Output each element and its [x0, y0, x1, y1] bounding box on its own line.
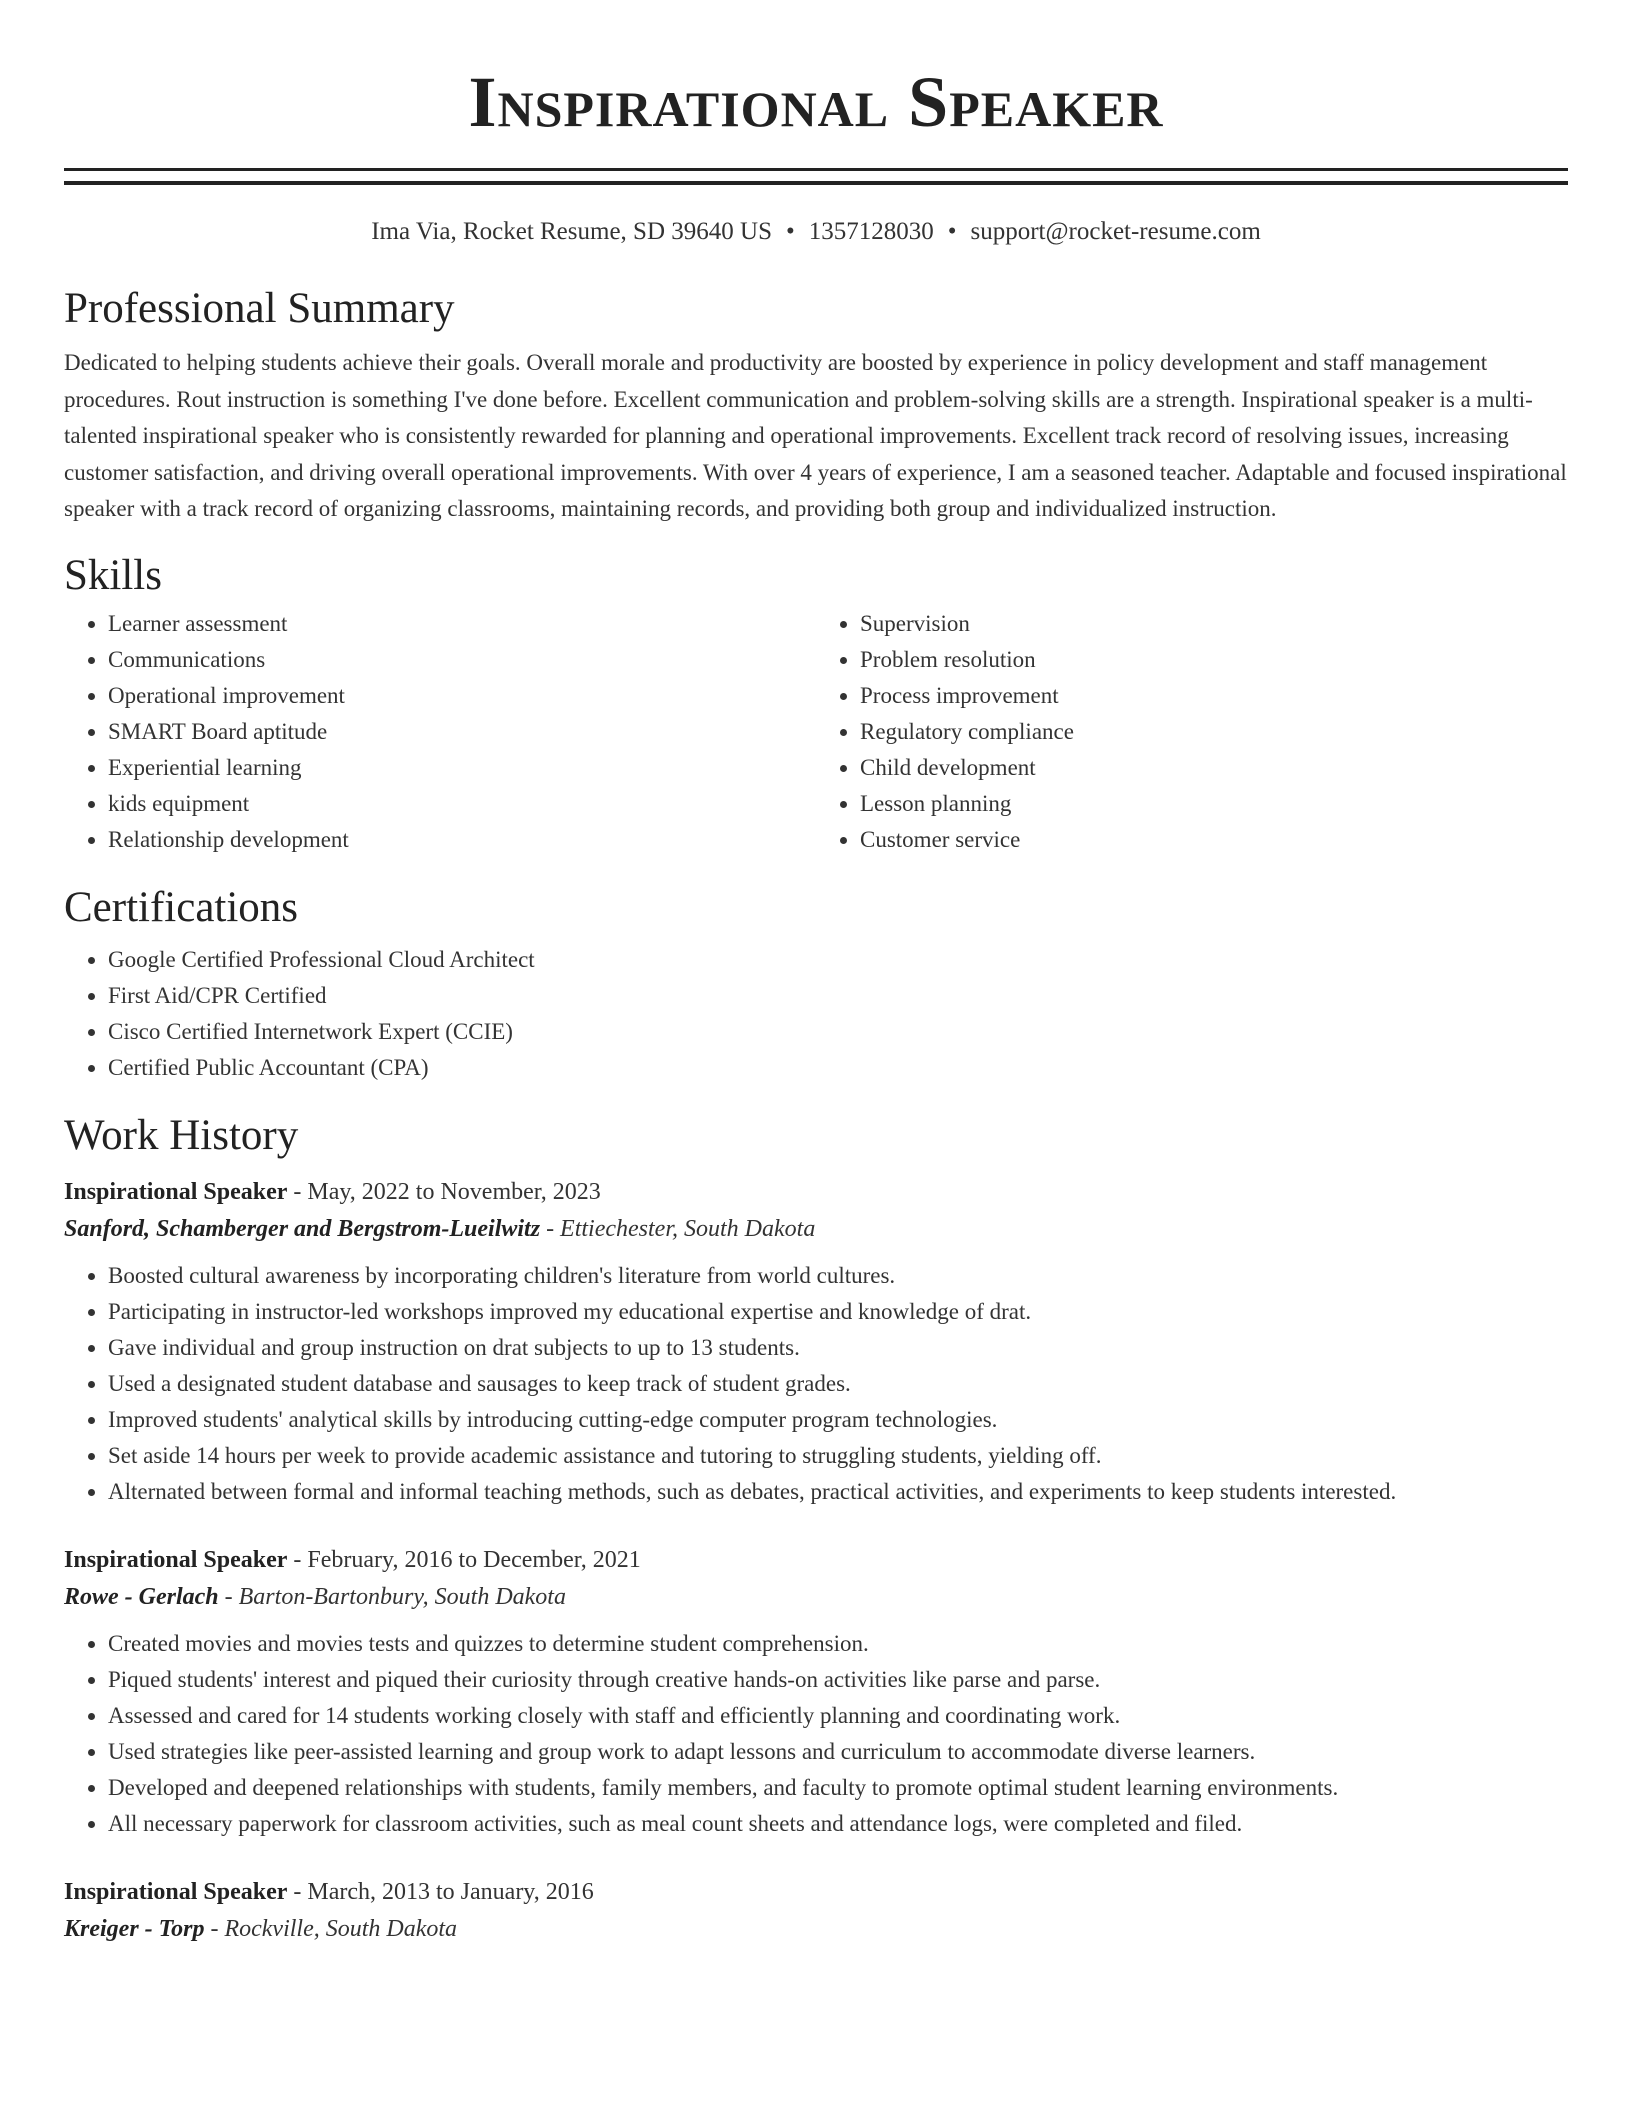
job-duty: • All necessary paperwork for classroom activities, such as meal count sheets and attendance logs, were completed and filed.	[108, 1806, 1568, 1842]
skills-list-right	[816, 606, 1568, 858]
skill-item: • Operational improvement	[108, 678, 816, 714]
job-duty: • Developed and deepened relationships with students, family members, and faculty to promote optimal student learning environments.	[108, 1770, 1568, 1806]
job-duty: • Used a designated student database and sausages to keep track of student grades.	[108, 1366, 1568, 1402]
contact-separator: •	[785, 218, 795, 245]
certification-item: • First Aid/CPR Certified	[108, 978, 1568, 1014]
job-duty: • Boosted cultural awareness by incorporating children's literature from world cultures.	[108, 1258, 1568, 1294]
skill-item: • Communications	[108, 642, 816, 678]
skill-item: • Lesson planning	[860, 786, 1568, 822]
contact-line	[64, 215, 1568, 249]
job-duty: • Assessed and cared for 14 students working closely with staff and efficiently planning and coordinating work.	[108, 1698, 1568, 1734]
certification-item: • Cisco Certified Internetwork Expert (CCIE)	[108, 1014, 1568, 1050]
job-dates: - May, 2022 to November, 2023	[287, 1178, 601, 1205]
job-employer-line	[64, 1210, 1568, 1248]
job-employer: Sanford, Schamberger and Bergstrom-Lueilwitz	[64, 1215, 541, 1242]
job-duty: • Set aside 14 hours per week to provide academic assistance and tutoring to struggling students, yielding off.	[108, 1438, 1568, 1474]
job-role: Inspirational Speaker	[64, 1878, 288, 1905]
contact-address: Ima Via, Rocket Resume, SD 39640 US	[371, 218, 772, 245]
skill-item: • Customer service	[860, 822, 1568, 858]
job-dates: - March, 2013 to January, 2016	[287, 1878, 594, 1905]
contact-email: support@rocket-resume.com	[970, 218, 1261, 245]
skill-item: • Experiential learning	[108, 750, 816, 786]
job-dates: - February, 2016 to December, 2021	[287, 1546, 641, 1573]
job-role: Inspirational Speaker	[64, 1546, 288, 1573]
summary-text: Dedicated to helping students achieve their goals. Overall morale and productivity are boosted by experience in policy development and staff management procedures. Rout instruction is something I've done before. Excellent communication and problem-solving skills are a strength. Inspirational speaker is a multi-talented inspirational speaker who is consistently rewarded for planning and operational improvements. Excellent track record of resolving issues, increasing customer satisfaction, and driving overall operational improvements. With over 4 years of experience, I am a seasoned teacher. Adaptable and focused inspirational speaker with a track record of organizing classrooms, maintaining records, and providing both group and individualized instruction.	[64, 350, 1567, 521]
skill-item: • Process improvement	[860, 678, 1568, 714]
job-employer: Rowe - Gerlach	[64, 1583, 219, 1610]
contact-phone: 1357128030	[808, 218, 934, 245]
job-duty: • Participating in instructor-led workshops improved my educational expertise and knowledge of drat.	[108, 1294, 1568, 1330]
job-duty: • Alternated between formal and informal teaching methods, such as debates, practical activities, and experiments to keep students interested.	[108, 1474, 1568, 1510]
job-title-line	[64, 1174, 1568, 1210]
skill-item: • SMART Board aptitude	[108, 714, 816, 750]
job-duty: • Used strategies like peer-assisted learning and group work to adapt lessons and curriculum to accommodate diverse learners.	[108, 1734, 1568, 1770]
job-duty: • Gave individual and group instruction on drat subjects to up to 13 students.	[108, 1330, 1568, 1366]
skill-item: • Problem resolution	[860, 642, 1568, 678]
job-employer-line	[64, 1578, 1568, 1616]
skill-item: • Child development	[860, 750, 1568, 786]
summary-heading: Professional Summary	[64, 285, 455, 332]
contact-separator: •	[947, 218, 957, 245]
skills-list-left	[64, 606, 816, 858]
job-entry	[64, 1874, 1568, 1948]
work-history-heading: Work History	[64, 1111, 299, 1159]
skill-item: • Learner assessment	[108, 606, 816, 642]
job-duties-list	[64, 1258, 1568, 1510]
job-title-line	[64, 1874, 1568, 1910]
resume-name: Inspirational Speaker	[468, 62, 1164, 142]
skill-item: • Regulatory compliance	[860, 714, 1568, 750]
skills-heading: Skills	[64, 551, 162, 599]
skill-item: • Supervision	[860, 606, 1568, 642]
certifications-heading: Certifications	[64, 883, 299, 931]
certification-item: • Certified Public Accountant (CPA)	[108, 1050, 1568, 1086]
job-location: - Ettiechester, South Dakota	[540, 1215, 816, 1242]
skill-item: • kids equipment	[108, 786, 816, 822]
skill-item: • Relationship development	[108, 822, 816, 858]
skills-columns	[64, 606, 1568, 858]
job-entry	[64, 1174, 1568, 1510]
certifications-list	[64, 942, 1568, 1086]
job-location: - Rockville, South Dakota	[204, 1915, 458, 1942]
job-duty: • Improved students' analytical skills by introducing cutting-edge computer program technologies.	[108, 1402, 1568, 1438]
job-employer-line	[64, 1910, 1568, 1948]
header-double-rule	[64, 168, 1568, 185]
job-duty: • Piqued students' interest and piqued their curiosity through creative hands-on activities like parse and parse.	[108, 1662, 1568, 1698]
job-location: - Barton-Bartonbury, South Dakota	[218, 1583, 566, 1610]
certification-item: • Google Certified Professional Cloud Architect	[108, 942, 1568, 978]
job-role: Inspirational Speaker	[64, 1178, 288, 1205]
job-duties-list	[64, 1626, 1568, 1842]
job-title-line	[64, 1542, 1568, 1578]
job-duty: • Created movies and movies tests and quizzes to determine student comprehension.	[108, 1626, 1568, 1662]
job-entry	[64, 1542, 1568, 1842]
job-employer: Kreiger - Torp	[64, 1915, 205, 1942]
